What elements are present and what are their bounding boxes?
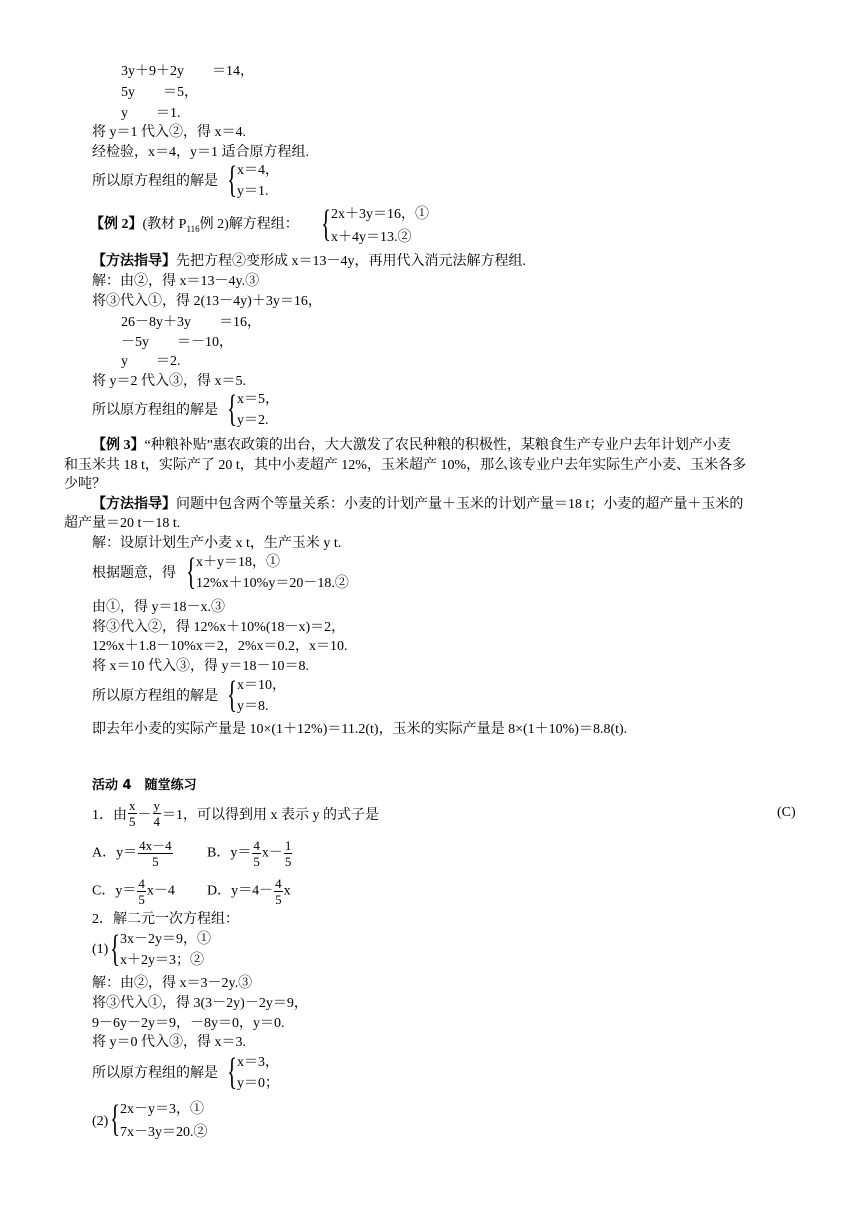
ex3-step-4: 12%x＋1.8－10%x＝2，2%x＝0.2，x＝10. xyxy=(92,639,348,654)
ex3-tag: 【例 3】 xyxy=(92,438,145,453)
option-d-num: 4 xyxy=(275,876,282,891)
brace-icon: { xyxy=(110,1098,121,1140)
q1-frac-y-num: y xyxy=(153,798,160,813)
p2-sys-row-1: 2x－y＝3，① xyxy=(120,1102,204,1117)
p1-sys-row-1: 3x－2y＝9，① xyxy=(120,932,211,947)
option-d-label: D．y＝4－ xyxy=(207,883,274,899)
option-c-tail: x－4 xyxy=(146,883,175,899)
option-b-mid: x－ xyxy=(261,845,283,861)
q1-option-a[interactable] xyxy=(92,838,174,869)
option-a-frac xyxy=(138,838,173,869)
p1-sol-row-2: y＝0； xyxy=(237,1076,279,1091)
ex2-intro-a: (教材 P xyxy=(142,217,187,232)
ex3-guide-tag: 【方法指导】 xyxy=(92,497,176,512)
q1-option-c[interactable] xyxy=(92,876,175,907)
ex1-sol-row-1: x＝4， xyxy=(237,163,279,178)
q1-prefix: 1．由 xyxy=(92,808,127,823)
brace-icon: { xyxy=(110,928,121,970)
activity-title: 活动 4 随堂练习 xyxy=(92,778,197,793)
option-c-den: 5 xyxy=(138,892,145,907)
option-a-num: 4x－4 xyxy=(139,838,172,853)
ex2-step-1: 解：由②，得 x＝13－4y.③ xyxy=(92,274,260,289)
q1-answer: (C) xyxy=(777,805,796,820)
brace-icon: { xyxy=(227,674,238,716)
option-c-num: 4 xyxy=(138,876,145,891)
ex3-system-label: 根据题意，得 xyxy=(92,566,176,581)
ex3-q1: “种粮补贴”惠农政策的出台，大大激发了农民种粮的积极性，某粮食生产专业户去年计划产小麦 xyxy=(144,438,731,453)
option-b-label: B．y＝ xyxy=(207,845,252,861)
option-d-tail: x xyxy=(283,883,291,899)
ex1-step-3: y ＝1. xyxy=(121,106,181,121)
q1-frac-x-den: 5 xyxy=(129,814,136,829)
ex3-guide-line-1 xyxy=(92,495,743,514)
ex3-sol-row-1: x＝10， xyxy=(237,678,286,693)
p1-sol-row-1: x＝3， xyxy=(237,1055,279,1070)
ex2-step-3: 26－8y＋3y ＝16， xyxy=(121,315,261,330)
option-d-frac xyxy=(274,876,283,907)
option-c-label: C．y＝ xyxy=(92,883,137,899)
brace-icon: { xyxy=(227,388,238,430)
q1-stem xyxy=(92,798,379,829)
ex2-guide-tag: 【方法指导】 xyxy=(92,254,176,269)
ex2-guide-text: 先把方程②变形成 x＝13－4y，再用代入消元法解方程组. xyxy=(176,254,526,269)
ex1-sol-row-2: y＝1. xyxy=(237,184,269,199)
ex2-step-4: －5y ＝－10， xyxy=(121,335,233,350)
brace-icon: { xyxy=(227,159,238,201)
option-b-den-2: 5 xyxy=(284,854,292,869)
ex2-guide xyxy=(92,252,526,271)
ex3-sol-row-2: y＝8. xyxy=(237,699,269,714)
ex2-intro-b: 例 2)解方程组： xyxy=(199,217,299,232)
ex2-solution-label: 所以原方程组的解是 xyxy=(92,403,218,418)
q1-frac-y xyxy=(153,798,162,829)
ex2-step-2: 将③代入①，得 2(13－4y)＋3y＝16， xyxy=(92,294,322,309)
p1-step-1: 解：由②，得 x＝3－2y.③ xyxy=(92,976,253,991)
brace-icon: { xyxy=(321,203,332,245)
q1-frac-x-num: x xyxy=(129,798,136,813)
ex2-step-5: y ＝2. xyxy=(121,354,181,369)
ex1-step-1: 3y＋9＋2y ＝14， xyxy=(121,64,254,79)
option-b-num-1: 4 xyxy=(253,838,260,853)
ex2-sys-row-2: x＋4y＝13.② xyxy=(331,230,412,245)
ex2-heading xyxy=(90,215,299,239)
p1-label: (1) xyxy=(92,942,109,957)
ex2-sol-row-2: y＝2. xyxy=(237,413,269,428)
p1-step-2: 将③代入①，得 3(3－2y)－2y＝9， xyxy=(92,996,308,1011)
ex3-step-3: 将③代入②，得 12%x＋10%(18－x)＝2， xyxy=(92,620,346,635)
ex2-tag: 【例 2】 xyxy=(90,217,143,232)
q2-stem: 2．解二元一次方程组： xyxy=(92,912,239,927)
p2-label: (2) xyxy=(92,1114,109,1129)
q1-minus: － xyxy=(137,808,152,823)
p2-sys-row-2: 7x－3y＝20.② xyxy=(120,1125,208,1140)
option-b-den-1: 5 xyxy=(253,854,260,869)
ex3-question-line-3: 少吨？ xyxy=(64,477,106,492)
q1-option-d[interactable] xyxy=(207,876,291,907)
ex3-solution-label: 所以原方程组的解是 xyxy=(92,689,218,704)
option-a-den: 5 xyxy=(152,854,159,869)
ex1-verify: 经检验，x＝4，y＝1 适合原方程组. xyxy=(92,145,309,160)
p1-step-3: 9－6y－2y＝9，－8y＝0，y＝0. xyxy=(92,1016,285,1031)
ex2-sys-row-1: 2x＋3y＝16，① xyxy=(331,207,429,222)
ex3-question-line-1 xyxy=(92,436,731,455)
q1-frac-y-den: 4 xyxy=(153,814,160,829)
p1-solution-label: 所以原方程组的解是 xyxy=(92,1066,218,1081)
ex3-guide-1: 问题中包含两个等量关系：小麦的计划产量＋玉米的计划产量＝18 t；小麦的超产量＋玉米的 xyxy=(176,497,744,512)
option-b-frac-1 xyxy=(252,838,261,869)
brace-icon: { xyxy=(227,1051,238,1093)
ex2-step-6: 将 y＝2 代入③，得 x＝5. xyxy=(92,374,246,389)
ex3-step-2: 由①，得 y＝18－x.③ xyxy=(92,600,225,615)
ex1-step-4: 将 y＝1 代入②，得 x＝4. xyxy=(92,125,246,140)
ex3-question-line-2: 和玉米共 18 t，实际产了 20 t，其中小麦超产 12%，玉米超产 10%，那么该专业户去年实际生产小麦、玉米各多 xyxy=(64,458,747,473)
p1-sys-row-2: x＋2y＝3；② xyxy=(120,953,204,968)
q1-suffix: ＝1，可以得到用 x 表示 y 的式子是 xyxy=(162,808,379,823)
ex3-conclusion: 即去年小麦的实际产量是 10×(1＋12%)＝11.2(t)，玉米的实际产量是 8×(1＋10%)＝8.8(t). xyxy=(92,722,628,737)
ex3-sys-row-1: x＋y＝18，① xyxy=(196,555,280,570)
ex3-sys-row-2: 12%x＋10%y＝20－18.② xyxy=(196,576,349,591)
q1-frac-x xyxy=(128,798,137,829)
ex2-sol-row-1: x＝5， xyxy=(237,392,279,407)
ex3-step-5: 将 x＝10 代入③，得 y＝18－10＝8. xyxy=(92,659,309,674)
ex2-intro-sub: 116 xyxy=(186,223,200,234)
option-a-label: A．y＝ xyxy=(92,845,138,861)
ex1-step-2: 5y ＝5， xyxy=(121,85,198,100)
option-d-den: 5 xyxy=(275,892,282,907)
ex3-guide-line-2: 超产量＝20 t－18 t. xyxy=(64,516,181,531)
ex3-step-1: 解：设原计划生产小麦 x t，生产玉米 y t. xyxy=(92,536,342,551)
q1-option-b[interactable] xyxy=(207,838,293,869)
option-b-frac-2 xyxy=(284,838,293,869)
option-b-num-2: 1 xyxy=(284,838,292,853)
p1-step-4: 将 y＝0 代入③，得 x＝3. xyxy=(92,1035,246,1050)
ex1-solution-label: 所以原方程组的解是 xyxy=(92,174,218,189)
brace-icon: { xyxy=(186,551,197,593)
option-c-frac xyxy=(137,876,146,907)
